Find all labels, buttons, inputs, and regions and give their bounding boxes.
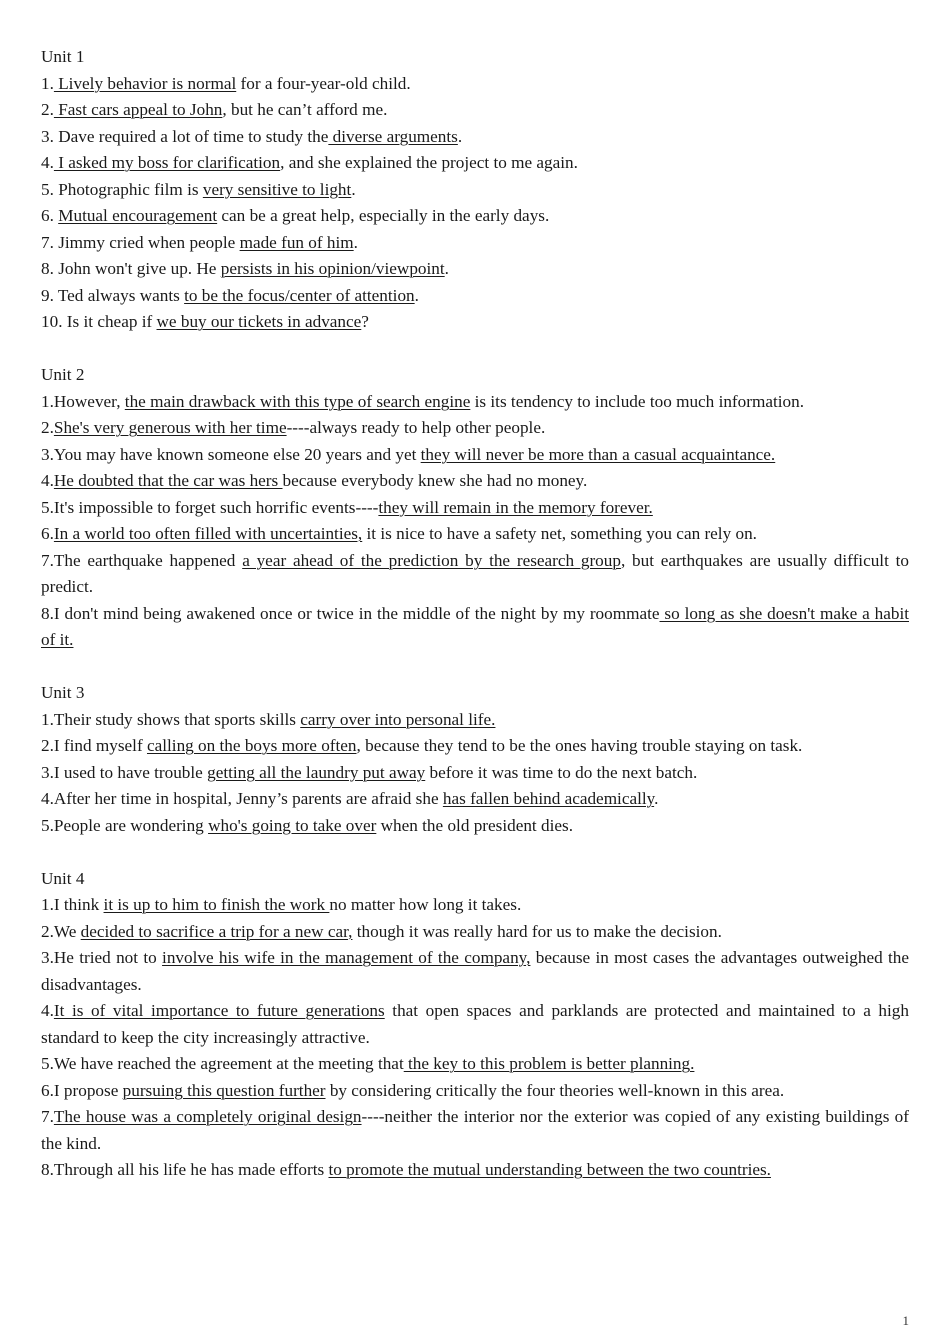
sentence-text: though it was really hard for us to make the decision. bbox=[352, 921, 722, 941]
sentence-text: 4. bbox=[41, 153, 54, 172]
sentence-text: by considering critically the four theories well-known in this area. bbox=[325, 1080, 785, 1100]
sentence-text: . bbox=[457, 126, 463, 146]
sentence-text: 1.I think bbox=[41, 895, 104, 914]
underlined-phrase: made fun of him bbox=[239, 232, 354, 252]
sentence-text: for a four-year-old child. bbox=[236, 73, 411, 93]
underlined-phrase: diverse arguments bbox=[328, 126, 458, 146]
underlined-phrase: Lively behavior is normal bbox=[53, 73, 237, 93]
sentence-text: 8.I don't mind being awakened once or twice in the middle of the night by my roommate bbox=[41, 603, 660, 623]
unit-title: Unit 2 bbox=[41, 365, 85, 384]
sentence-text: 3.He tried not to bbox=[41, 948, 163, 967]
sentence-text: before it was time to do the next batch. bbox=[425, 762, 698, 782]
underlined-phrase: so long as she doesn't make a habit of it. bbox=[41, 603, 909, 649]
sentence-text: that open spaces and parklands are protected and maintained to a high standard to keep the city increasingly attractive. bbox=[41, 1001, 909, 1047]
sentence-text: 1.However, bbox=[41, 391, 125, 411]
sentence-text: 5.We have reached the agreement at the meeting that bbox=[41, 1054, 404, 1073]
sentence-text: ? bbox=[361, 312, 369, 331]
underlined-phrase: they will remain in the memory forever. bbox=[378, 497, 653, 517]
sentence-text: ----neither the interior nor the exterior was copied of any existing buildings of the kind. bbox=[41, 1107, 910, 1153]
sentence-text: no matter how long it takes. bbox=[329, 895, 522, 914]
sentence-text: 6.I propose bbox=[41, 1080, 123, 1100]
sentence-text: 10. Is it cheap if bbox=[41, 312, 157, 331]
sentence-item bbox=[41, 415, 909, 442]
sentence-text: 1. bbox=[41, 73, 54, 93]
sentence-item bbox=[41, 1051, 909, 1078]
sentence-text: because everybody knew she had no money. bbox=[282, 471, 588, 490]
underlined-phrase: the main drawback with this type of search engine bbox=[124, 391, 471, 411]
sentence-item bbox=[41, 892, 909, 919]
underlined-phrase: very sensitive to light bbox=[202, 179, 352, 199]
underlined-phrase: carry over into personal life. bbox=[300, 709, 496, 729]
unit-title: Unit 4 bbox=[41, 868, 85, 888]
sentence-text: is its tendency to include too much information. bbox=[470, 391, 805, 411]
sentence-item bbox=[41, 1157, 909, 1184]
unit-title: Unit 3 bbox=[41, 683, 85, 702]
sentence-text: 4. bbox=[41, 1001, 54, 1020]
sentence-text: 3. Dave required a lot of time to study the bbox=[41, 126, 329, 146]
sentence-item bbox=[41, 601, 909, 654]
underlined-phrase: involve his wife in the management of the company, bbox=[162, 948, 531, 967]
underlined-phrase: a year ahead of the prediction by the research group bbox=[242, 550, 621, 570]
sentence-item bbox=[41, 71, 909, 98]
sentence-text: 2. bbox=[41, 418, 54, 437]
sentence-item bbox=[41, 1104, 909, 1157]
underlined-phrase: who's going to take over bbox=[208, 815, 377, 835]
sentence-text: , but earthquakes are usually difficult to predict. bbox=[41, 550, 910, 596]
sentence-item bbox=[41, 468, 909, 495]
sentence-text: . bbox=[414, 285, 419, 305]
underlined-phrase: they will never be more than a casual acquaintance. bbox=[420, 444, 776, 464]
sentence-text: 3.You may have known someone else 20 years and yet bbox=[41, 444, 421, 464]
underlined-phrase: pursuing this question further bbox=[122, 1080, 326, 1100]
underlined-phrase: The house was a completely original design bbox=[53, 1107, 362, 1126]
underlined-phrase: He doubted that the car was hers bbox=[53, 471, 283, 490]
sentence-text: , because they tend to be the ones having trouble staying on task. bbox=[356, 736, 803, 755]
sentence-item bbox=[41, 203, 909, 230]
underlined-phrase: to promote the mutual understanding between the two countries. bbox=[328, 1160, 771, 1179]
sentence-item bbox=[41, 945, 909, 998]
sentence-item bbox=[41, 813, 909, 840]
unit-section bbox=[41, 44, 909, 336]
sentence-text: , but he can’t afford me. bbox=[222, 100, 388, 119]
underlined-phrase: decided to sacrifice a trip for a new car, bbox=[80, 921, 353, 941]
sentence-text: 2.I find myself bbox=[41, 736, 147, 755]
sentence-item bbox=[41, 150, 909, 177]
sentence-text: 7. Jimmy cried when people bbox=[41, 232, 240, 252]
underlined-phrase: it is up to him to finish the work bbox=[103, 895, 330, 914]
sentence-item bbox=[41, 1078, 909, 1105]
sentence-item bbox=[41, 919, 909, 946]
sentence-text: when the old president dies. bbox=[376, 815, 573, 835]
sentence-text: 3.I used to have trouble bbox=[41, 762, 208, 782]
sentence-item bbox=[41, 389, 909, 416]
sentence-text: it is nice to have a safety net, something you can rely on. bbox=[362, 524, 757, 543]
sentence-text: 1.Their study shows that sports skills bbox=[41, 709, 301, 729]
sentence-text: 4. bbox=[41, 471, 54, 490]
sentence-text: 6. bbox=[41, 524, 54, 543]
sentence-text: . bbox=[353, 232, 358, 252]
underlined-phrase: we buy our tickets in advance bbox=[156, 312, 362, 331]
sentence-text: 7. bbox=[41, 1107, 54, 1126]
sentence-text: can be a great help, especially in the early days. bbox=[217, 206, 550, 225]
unit-section bbox=[41, 362, 909, 654]
underlined-phrase: persists in his opinion/viewpoint bbox=[220, 259, 445, 278]
sentence-text: , and she explained the project to me again. bbox=[280, 153, 578, 172]
sentence-text: 5.It's impossible to forget such horrific events---- bbox=[41, 497, 379, 517]
sentence-text: 2.We bbox=[41, 921, 81, 941]
sentence-item bbox=[41, 786, 909, 813]
sentence-item bbox=[41, 548, 909, 601]
unit-title: Unit 1 bbox=[41, 47, 85, 66]
sentence-item bbox=[41, 97, 909, 124]
sentence-text: 8.Through all his life he has made efforts bbox=[41, 1160, 329, 1179]
underlined-phrase: calling on the boys more often bbox=[146, 736, 357, 755]
sentence-item bbox=[41, 495, 909, 522]
underlined-phrase: to be the focus/center of attention bbox=[184, 285, 415, 305]
sentence-text: ----always ready to help other people. bbox=[286, 418, 546, 437]
sentence-item bbox=[41, 733, 909, 760]
underlined-phrase: Fast cars appeal to John bbox=[53, 100, 223, 119]
sentence-text: 9. Ted always wants bbox=[41, 285, 185, 305]
unit-section bbox=[41, 680, 909, 839]
sentence-text: 2. bbox=[41, 100, 54, 119]
underlined-phrase: has fallen behind academically bbox=[442, 789, 655, 808]
sentence-text: 7.The earthquake happened bbox=[41, 550, 243, 570]
sentence-text: . bbox=[351, 179, 356, 199]
underlined-phrase: Mutual encouragement bbox=[58, 206, 218, 225]
sentence-text: 4.After her time in hospital, Jenny’s parents are afraid she bbox=[41, 789, 443, 808]
sentence-text: 8. John won't give up. He bbox=[41, 259, 221, 278]
sentence-item bbox=[41, 256, 909, 283]
sentence-item bbox=[41, 230, 909, 257]
sentence-item bbox=[41, 998, 909, 1051]
underlined-phrase: She's very generous with her time bbox=[53, 418, 287, 437]
sentence-text: . bbox=[654, 789, 659, 808]
underlined-phrase: I asked my boss for clarification bbox=[53, 153, 281, 172]
sentence-item bbox=[41, 521, 909, 548]
sentence-text: 6. bbox=[41, 206, 59, 225]
underlined-phrase: the key to this problem is better planning. bbox=[403, 1054, 695, 1073]
sentence-text: . bbox=[444, 259, 449, 278]
underlined-phrase: getting all the laundry put away bbox=[207, 762, 426, 782]
sentence-text: 5.People are wondering bbox=[41, 815, 209, 835]
sentence-item bbox=[41, 760, 909, 787]
sentence-item bbox=[41, 177, 909, 204]
sentence-item bbox=[41, 309, 909, 336]
sentence-text: because in most cases the advantages outweighed the disadvantages. bbox=[41, 948, 909, 994]
unit-section bbox=[41, 866, 909, 1184]
sentence-item bbox=[41, 707, 909, 734]
sentence-text: 5. Photographic film is bbox=[41, 179, 203, 199]
page-number: 1 bbox=[902, 1313, 909, 1328]
underlined-phrase: It is of vital importance to future generations bbox=[53, 1001, 385, 1020]
underlined-phrase: In a world too often filled with uncertainties, bbox=[53, 524, 363, 543]
document-page bbox=[41, 44, 909, 1210]
sentence-item bbox=[41, 283, 909, 310]
sentence-item bbox=[41, 442, 909, 469]
sentence-item bbox=[41, 124, 909, 151]
